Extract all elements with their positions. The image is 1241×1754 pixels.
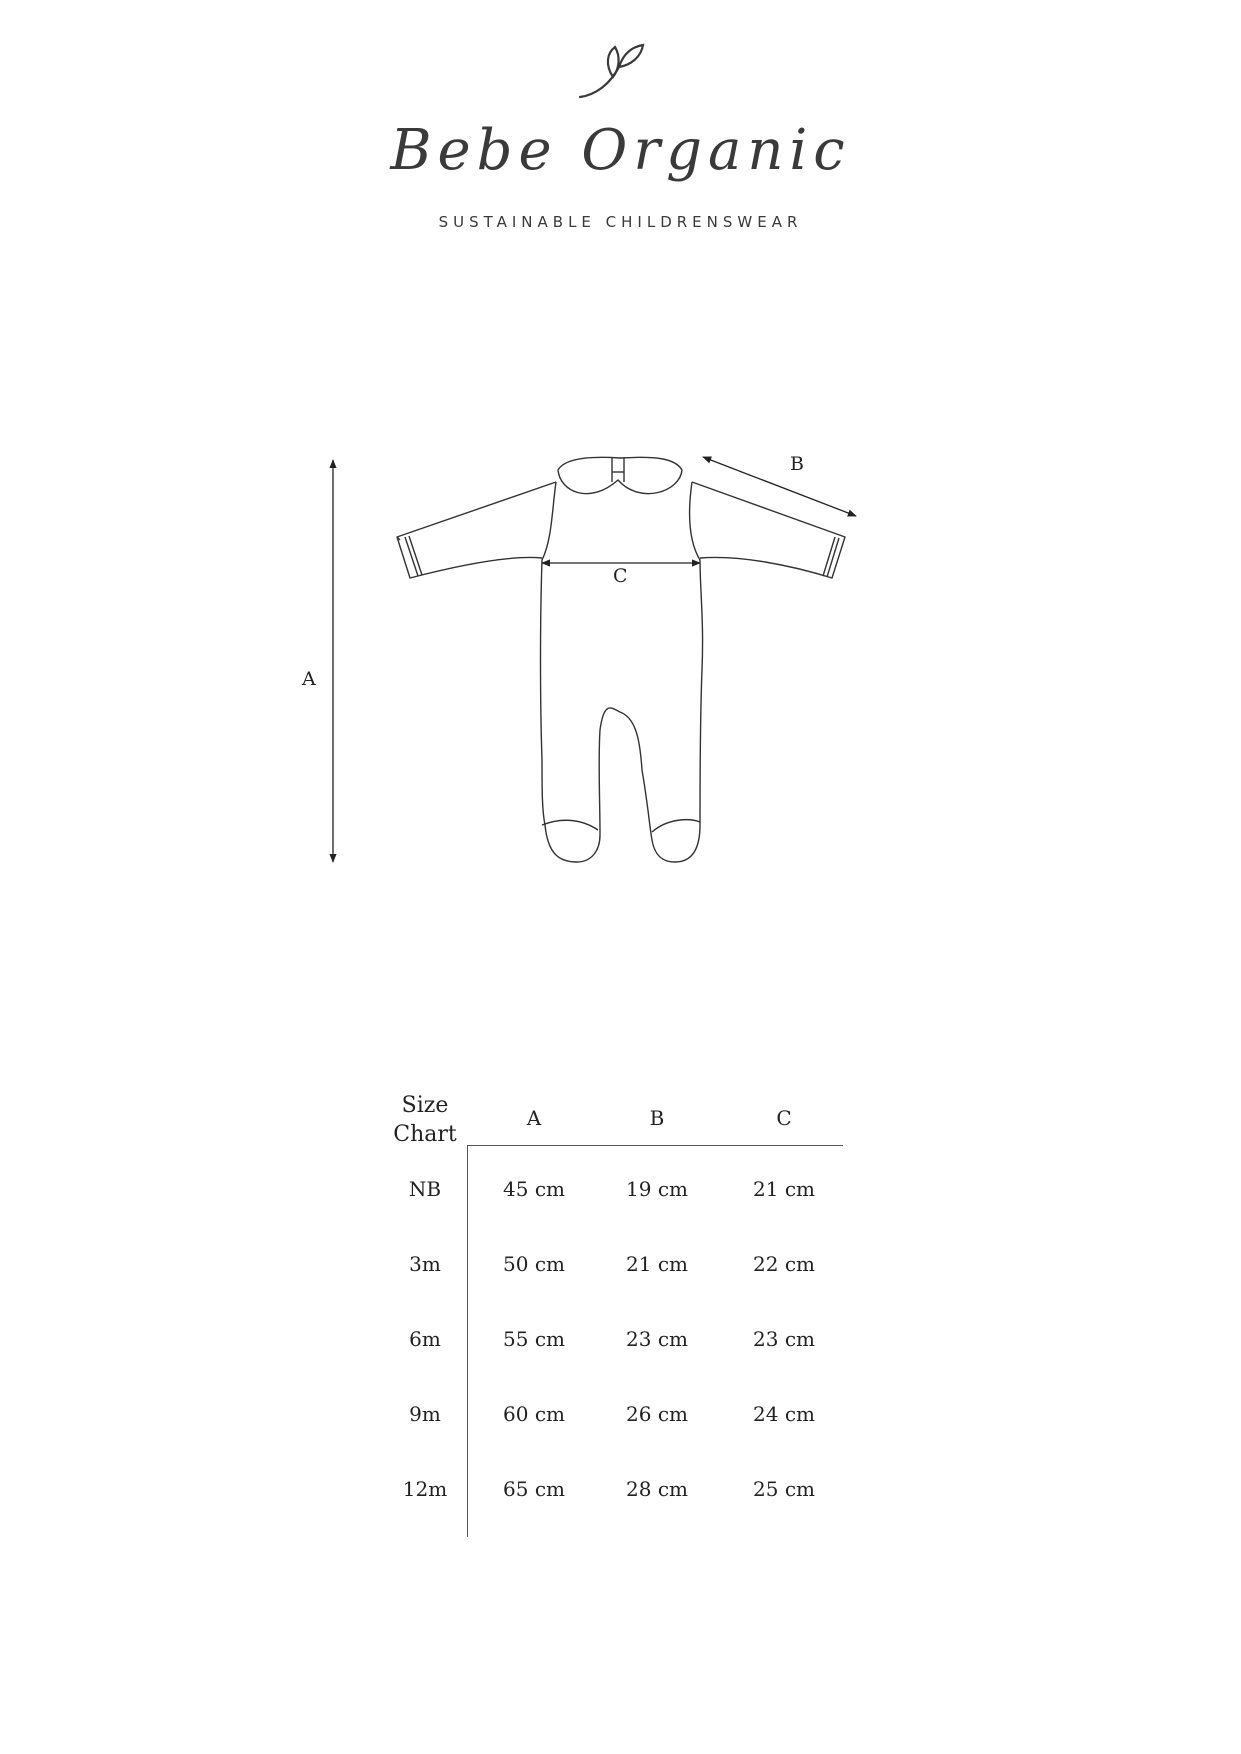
table-cell: 22 cm — [753, 1252, 815, 1276]
row-size-label: 12m — [402, 1477, 448, 1501]
table-cell: 28 cm — [626, 1477, 688, 1501]
row-size-label: 3m — [409, 1252, 441, 1276]
table-cell: 50 cm — [503, 1252, 565, 1276]
size-chart-heading-line1: Size — [401, 1093, 449, 1118]
dimension-b-label: B — [790, 453, 804, 475]
table-cell: 19 cm — [626, 1177, 688, 1201]
size-chart-heading-line2: Chart — [393, 1122, 457, 1147]
table-cell: 55 cm — [503, 1327, 565, 1351]
column-header-c: C — [776, 1106, 792, 1130]
brand-tagline: SUSTAINABLE CHILDRENSWEAR — [438, 213, 803, 231]
table-cell: 26 cm — [626, 1402, 688, 1426]
brand-name: Bebe Organic — [390, 118, 851, 183]
column-header-b: B — [649, 1106, 665, 1130]
table-cell: 60 cm — [503, 1402, 565, 1426]
row-label-divider — [467, 1145, 468, 1537]
row-size-label: 9m — [409, 1402, 441, 1426]
table-cell: 24 cm — [753, 1402, 815, 1426]
table-cell: 21 cm — [626, 1252, 688, 1276]
dimension-a-label: A — [302, 668, 316, 690]
table-cell: 45 cm — [503, 1177, 565, 1201]
row-size-label: 6m — [409, 1327, 441, 1351]
table-cell: 21 cm — [753, 1177, 815, 1201]
table-cell: 23 cm — [753, 1327, 815, 1351]
dimension-c-label: C — [613, 565, 628, 587]
column-header-a: A — [526, 1106, 542, 1130]
table-cell: 65 cm — [503, 1477, 565, 1501]
header-divider — [467, 1145, 843, 1146]
row-size-label: NB — [408, 1177, 442, 1201]
table-cell: 25 cm — [753, 1477, 815, 1501]
table-cell: 23 cm — [626, 1327, 688, 1351]
